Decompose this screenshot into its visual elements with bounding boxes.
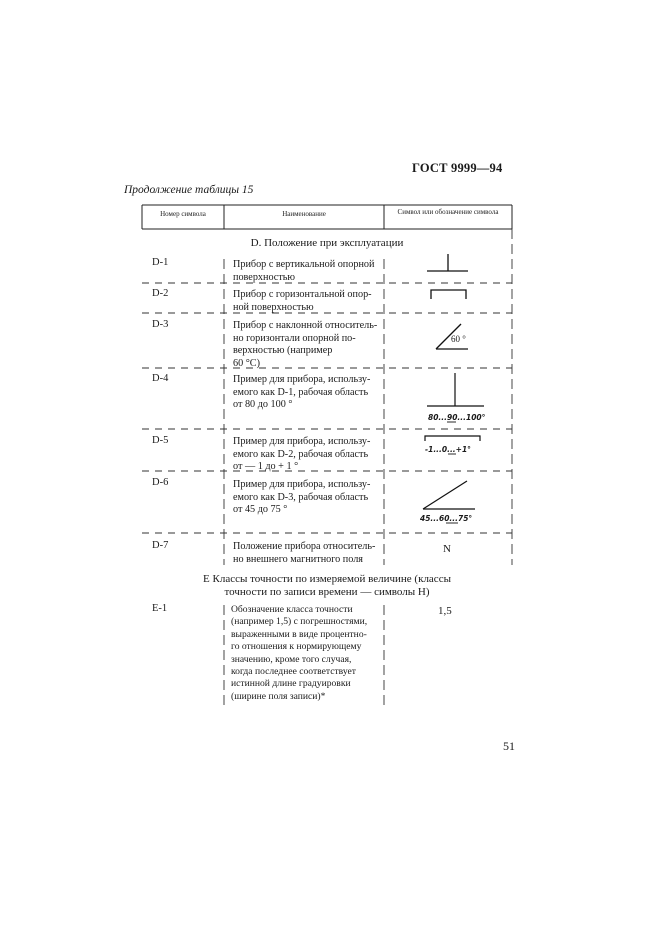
row-code-e1: Е-1	[152, 603, 168, 614]
row-code-d7: D-7	[152, 540, 169, 551]
vertical-support-icon	[427, 254, 468, 271]
row-name-d6: Пример для прибора, использу- емого как D-3, рабочая область от 45 до 75 °	[233, 479, 371, 516]
inclined-range-icon	[423, 481, 475, 509]
row-name-d1: Прибор с вертикальной опорной поверхностью	[233, 259, 375, 283]
row-code-d4: D-4	[152, 373, 169, 384]
row-name-e1: Обозначение класса точности (например 1,5) с погрешностями, выраженными в виде процентно- го отношения к нормирующему значению, кроме того случая, когда последнее соответствует истинной длине градуировки (ширине поля записи)*	[231, 604, 368, 702]
row-name-d4: Пример для прибора, использу- емого как D-1, рабочая область от 80 до 100 °	[233, 374, 371, 411]
vertical-range-icon	[427, 373, 484, 406]
scale-label-d5: -1...0...+1°	[425, 445, 471, 454]
section-e-heading: Е Классы точности по измеряемой величине (классы точности по записи времени — символы Н)	[203, 573, 451, 598]
table-caption: Продолжение таблицы 15	[124, 184, 254, 196]
row-code-d5: D-5	[152, 435, 169, 446]
horizontal-range-icon	[425, 436, 480, 441]
row-name-d2: Прибор с горизонтальной опор- ной поверхностью	[233, 289, 372, 313]
column-header-symbol: Символ или обозначение символа	[397, 208, 499, 216]
accuracy-class-symbol: 1,5	[438, 605, 452, 617]
section-d-heading: D. Положение при эксплуатации	[250, 237, 404, 249]
row-code-d3: D-3	[152, 319, 169, 330]
row-code-d2: D-2	[152, 288, 169, 299]
row-name-d3: Прибор с наклонной относитель- но горизонтали опорной по- верхностью (например 60 °С)	[233, 320, 378, 369]
document-id: ГОСТ 9999—94	[412, 161, 503, 175]
row-code-d6: D-6	[152, 477, 169, 488]
magnetic-field-symbol: N	[443, 543, 451, 555]
scale-label-d4: 80...90...100°	[428, 413, 486, 422]
horizontal-support-icon	[431, 290, 466, 299]
scale-label-d6: 45...60...75°	[420, 514, 473, 523]
row-name-d5: Пример для прибора, использу- емого как D-2, рабочая область от — 1 до + 1 °	[233, 436, 371, 473]
scale-underlines	[446, 422, 458, 523]
inclined-angle-label: 60 °	[451, 334, 466, 344]
column-header-number: Номер символа	[160, 210, 206, 218]
page-number: 51	[503, 739, 515, 753]
row-name-d7: Положение прибора относитель- но внешнего магнитного поля	[233, 541, 376, 565]
row-code-d1: D-1	[152, 257, 169, 268]
column-header-name: Наименование	[282, 210, 326, 218]
